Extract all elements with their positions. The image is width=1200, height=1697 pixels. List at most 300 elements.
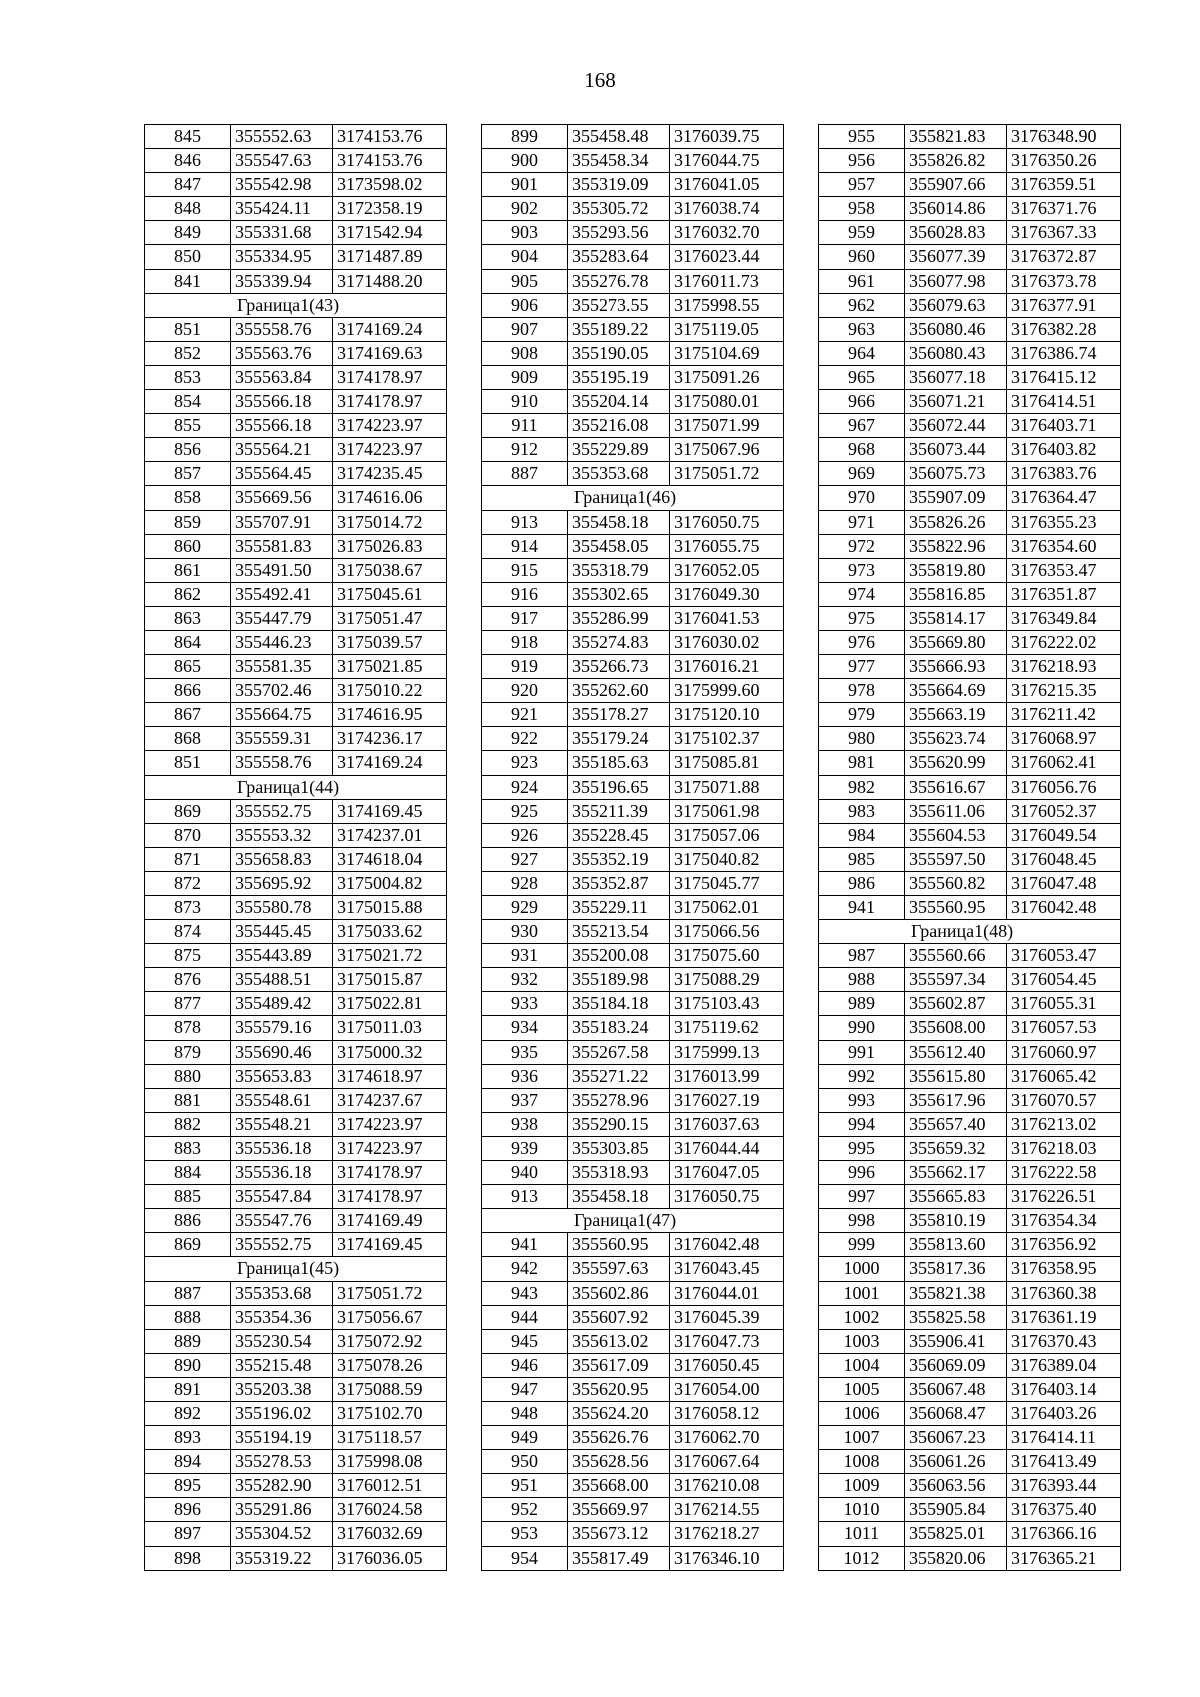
table-row <box>482 317 784 341</box>
point-number: 863 <box>145 606 231 630</box>
coordinates-table-2 <box>481 124 784 1571</box>
point-number: 864 <box>145 630 231 654</box>
table-row <box>819 655 1121 679</box>
coord-x: 355566.18 <box>231 414 333 438</box>
table-row <box>482 293 784 317</box>
table-row <box>482 1546 784 1570</box>
table-row <box>482 703 784 727</box>
point-number: 925 <box>482 799 568 823</box>
coord-y: 3176218.93 <box>1007 655 1121 679</box>
point-number: 980 <box>819 727 905 751</box>
coord-x: 355611.06 <box>905 799 1007 823</box>
point-number: 850 <box>145 245 231 269</box>
coord-x: 355620.95 <box>568 1377 670 1401</box>
coord-y: 3174223.97 <box>333 414 447 438</box>
point-number: 882 <box>145 1112 231 1136</box>
coord-x: 355552.75 <box>231 1233 333 1257</box>
coord-y: 3176062.70 <box>670 1426 784 1450</box>
point-number: 918 <box>482 630 568 654</box>
coord-x: 355547.63 <box>231 149 333 173</box>
table-row <box>819 1353 1121 1377</box>
table-row <box>482 510 784 534</box>
coord-x: 355816.85 <box>905 582 1007 606</box>
coord-y: 3176350.26 <box>1007 149 1121 173</box>
point-number: 846 <box>145 149 231 173</box>
coord-y: 3176041.53 <box>670 606 784 630</box>
coord-y: 3176346.10 <box>670 1546 784 1570</box>
coord-y: 3175118.57 <box>333 1426 447 1450</box>
point-number: 874 <box>145 920 231 944</box>
coord-y: 3176048.45 <box>1007 847 1121 871</box>
coord-x: 355617.96 <box>905 1088 1007 1112</box>
table-row <box>819 871 1121 895</box>
coord-y: 3176067.64 <box>670 1450 784 1474</box>
table-row <box>482 149 784 173</box>
table-row <box>482 847 784 871</box>
table-row <box>482 1426 784 1450</box>
table-row <box>482 245 784 269</box>
coord-y: 3176373.78 <box>1007 269 1121 293</box>
table-row <box>482 751 784 775</box>
coord-y: 3176049.54 <box>1007 823 1121 847</box>
point-number: 867 <box>145 703 231 727</box>
point-number: 989 <box>819 992 905 1016</box>
point-number: 952 <box>482 1498 568 1522</box>
coord-y: 3175010.22 <box>333 679 447 703</box>
coord-x: 355228.45 <box>568 823 670 847</box>
point-number: 870 <box>145 823 231 847</box>
coord-x: 355353.68 <box>231 1281 333 1305</box>
point-number: 961 <box>819 269 905 293</box>
coord-x: 355230.54 <box>231 1329 333 1353</box>
point-number: 892 <box>145 1401 231 1425</box>
point-number: 877 <box>145 992 231 1016</box>
coord-y: 3176365.21 <box>1007 1546 1121 1570</box>
point-number: 868 <box>145 727 231 751</box>
coord-y: 3174618.04 <box>333 847 447 871</box>
point-number: 887 <box>145 1281 231 1305</box>
table-row <box>145 1016 447 1040</box>
coord-x: 355560.82 <box>905 871 1007 895</box>
table-row <box>819 1088 1121 1112</box>
coord-y: 3175051.72 <box>333 1281 447 1305</box>
boundary-row <box>482 486 784 510</box>
coord-y: 3176386.74 <box>1007 341 1121 365</box>
point-number: 878 <box>145 1016 231 1040</box>
table-row <box>482 896 784 920</box>
point-number: 926 <box>482 823 568 847</box>
table-row <box>482 1161 784 1185</box>
coord-y: 3176023.44 <box>670 245 784 269</box>
point-number: 935 <box>482 1040 568 1064</box>
table-row <box>482 992 784 1016</box>
point-number: 965 <box>819 365 905 389</box>
table-row <box>482 1401 784 1425</box>
table-row <box>482 1281 784 1305</box>
coord-x: 356067.23 <box>905 1426 1007 1450</box>
coord-y: 3176036.05 <box>333 1546 447 1570</box>
table-row <box>819 896 1121 920</box>
point-number: 1006 <box>819 1401 905 1425</box>
point-number: 1009 <box>819 1474 905 1498</box>
point-number: 905 <box>482 269 568 293</box>
point-number: 964 <box>819 341 905 365</box>
coord-y: 3175045.77 <box>670 871 784 895</box>
point-number: 913 <box>482 1185 568 1209</box>
table-row <box>145 1329 447 1353</box>
coord-y: 3176049.30 <box>670 582 784 606</box>
table-row <box>145 606 447 630</box>
point-number: 910 <box>482 390 568 414</box>
table-row <box>482 655 784 679</box>
coord-x: 355559.31 <box>231 727 333 751</box>
coord-y: 3176042.48 <box>670 1233 784 1257</box>
coord-y: 3176060.97 <box>1007 1040 1121 1064</box>
point-number: 930 <box>482 920 568 944</box>
table-row <box>819 1161 1121 1185</box>
coord-y: 3174169.45 <box>333 1233 447 1257</box>
coord-y: 3175102.37 <box>670 727 784 751</box>
point-number: 857 <box>145 462 231 486</box>
coord-x: 355552.63 <box>231 125 333 149</box>
coord-y: 3174153.76 <box>333 149 447 173</box>
table-row <box>145 1426 447 1450</box>
table-row <box>819 1498 1121 1522</box>
point-number: 852 <box>145 341 231 365</box>
coord-y: 3176024.58 <box>333 1498 447 1522</box>
table-row <box>482 1136 784 1160</box>
coord-y: 3176364.47 <box>1007 486 1121 510</box>
boundary-row <box>145 1257 447 1281</box>
table-row <box>819 799 1121 823</box>
coord-y: 3174169.24 <box>333 751 447 775</box>
point-number: 979 <box>819 703 905 727</box>
point-number: 876 <box>145 968 231 992</box>
coord-y: 3176371.76 <box>1007 197 1121 221</box>
point-number: 873 <box>145 896 231 920</box>
point-number: 866 <box>145 679 231 703</box>
coord-y: 3176013.99 <box>670 1064 784 1088</box>
point-number: 956 <box>819 149 905 173</box>
coord-y: 3176215.35 <box>1007 679 1121 703</box>
coord-x: 355458.05 <box>568 534 670 558</box>
coord-y: 3176393.44 <box>1007 1474 1121 1498</box>
point-number: 983 <box>819 799 905 823</box>
table-row <box>145 1136 447 1160</box>
coord-y: 3176057.53 <box>1007 1016 1121 1040</box>
coord-x: 355334.95 <box>231 245 333 269</box>
table-row <box>482 582 784 606</box>
coord-y: 3175072.92 <box>333 1329 447 1353</box>
point-number: 978 <box>819 679 905 703</box>
coord-x: 355305.72 <box>568 197 670 221</box>
coord-y: 3175038.67 <box>333 558 447 582</box>
table-row <box>819 1377 1121 1401</box>
boundary-row <box>819 920 1121 944</box>
coord-y: 3176382.28 <box>1007 317 1121 341</box>
table-row <box>819 847 1121 871</box>
table-row <box>819 1546 1121 1570</box>
point-number: 937 <box>482 1088 568 1112</box>
point-number: 861 <box>145 558 231 582</box>
coord-x: 355817.49 <box>568 1546 670 1570</box>
table-row <box>482 1522 784 1546</box>
coord-y: 3176011.73 <box>670 269 784 293</box>
coordinates-tables <box>144 124 1120 1584</box>
coord-y: 3176047.48 <box>1007 871 1121 895</box>
table-row <box>482 775 784 799</box>
table-row <box>819 606 1121 630</box>
table-row <box>482 679 784 703</box>
coord-x: 355581.35 <box>231 655 333 679</box>
table-row <box>145 871 447 895</box>
coord-x: 355579.16 <box>231 1016 333 1040</box>
table-row <box>145 727 447 751</box>
coord-x: 355195.19 <box>568 365 670 389</box>
table-row <box>819 269 1121 293</box>
point-number: 969 <box>819 462 905 486</box>
coord-x: 355424.11 <box>231 197 333 221</box>
table-row <box>819 438 1121 462</box>
coord-y: 3176351.87 <box>1007 582 1121 606</box>
table-row <box>145 1209 447 1233</box>
coord-y: 3174616.06 <box>333 486 447 510</box>
table-row <box>145 1112 447 1136</box>
table-row <box>819 558 1121 582</box>
point-number: 919 <box>482 655 568 679</box>
table-row <box>819 221 1121 245</box>
coord-x: 355813.60 <box>905 1233 1007 1257</box>
coord-y: 3175080.01 <box>670 390 784 414</box>
point-number: 896 <box>145 1498 231 1522</box>
point-number: 888 <box>145 1305 231 1329</box>
coord-x: 355665.83 <box>905 1185 1007 1209</box>
coord-x: 355626.76 <box>568 1426 670 1450</box>
table-row <box>819 992 1121 1016</box>
table-row <box>819 245 1121 269</box>
coord-y: 3176047.73 <box>670 1329 784 1353</box>
boundary-label: Граница1(43) <box>145 293 447 317</box>
coord-y: 3176403.71 <box>1007 414 1121 438</box>
coord-x: 356028.83 <box>905 221 1007 245</box>
page-number: 168 <box>584 68 616 92</box>
table-row <box>145 1450 447 1474</box>
table-row <box>145 679 447 703</box>
table-row <box>145 1474 447 1498</box>
point-number: 847 <box>145 173 231 197</box>
coord-x: 355617.09 <box>568 1353 670 1377</box>
table-row <box>482 968 784 992</box>
point-number: 934 <box>482 1016 568 1040</box>
table-row <box>819 317 1121 341</box>
table-row <box>145 1353 447 1377</box>
point-number: 963 <box>819 317 905 341</box>
coord-x: 355669.97 <box>568 1498 670 1522</box>
coord-y: 3175091.26 <box>670 365 784 389</box>
coord-y: 3176053.47 <box>1007 944 1121 968</box>
coord-x: 355607.92 <box>568 1305 670 1329</box>
table-row <box>819 1281 1121 1305</box>
table-row <box>482 1040 784 1064</box>
point-number: 922 <box>482 727 568 751</box>
coord-x: 355488.51 <box>231 968 333 992</box>
coord-x: 355266.73 <box>568 655 670 679</box>
table-row <box>819 1401 1121 1425</box>
coord-y: 3176058.12 <box>670 1401 784 1425</box>
coord-x: 355616.67 <box>905 775 1007 799</box>
table-row <box>482 1377 784 1401</box>
point-number: 975 <box>819 606 905 630</box>
point-number: 909 <box>482 365 568 389</box>
boundary-label: Граница1(48) <box>819 920 1121 944</box>
coord-y: 3173598.02 <box>333 173 447 197</box>
point-number: 946 <box>482 1353 568 1377</box>
coord-x: 355707.91 <box>231 510 333 534</box>
coord-x: 355604.53 <box>905 823 1007 847</box>
point-number: 958 <box>819 197 905 221</box>
coord-x: 355179.24 <box>568 727 670 751</box>
coord-y: 3175033.62 <box>333 920 447 944</box>
table-row <box>819 823 1121 847</box>
table-row <box>145 582 447 606</box>
coord-x: 355319.09 <box>568 173 670 197</box>
coord-y: 3176389.04 <box>1007 1353 1121 1377</box>
table-row <box>145 1305 447 1329</box>
coord-y: 3175085.81 <box>670 751 784 775</box>
coord-x: 355564.45 <box>231 462 333 486</box>
point-number: 915 <box>482 558 568 582</box>
table-row <box>819 1233 1121 1257</box>
coord-y: 3174169.49 <box>333 1209 447 1233</box>
table-row <box>145 438 447 462</box>
coord-x: 355200.08 <box>568 944 670 968</box>
coord-x: 355581.83 <box>231 534 333 558</box>
coord-y: 3176039.75 <box>670 125 784 149</box>
table-row <box>819 1016 1121 1040</box>
table-row <box>482 558 784 582</box>
point-number: 995 <box>819 1136 905 1160</box>
table-row <box>819 486 1121 510</box>
coord-x: 355274.83 <box>568 630 670 654</box>
table-row <box>819 1450 1121 1474</box>
coord-x: 356068.47 <box>905 1401 1007 1425</box>
coord-y: 3174237.01 <box>333 823 447 847</box>
coord-x: 355184.18 <box>568 992 670 1016</box>
coord-y: 3176367.33 <box>1007 221 1121 245</box>
coord-y: 3176413.49 <box>1007 1450 1121 1474</box>
coord-x: 355653.83 <box>231 1064 333 1088</box>
point-number: 911 <box>482 414 568 438</box>
table-row <box>482 1329 784 1353</box>
point-number: 996 <box>819 1161 905 1185</box>
coord-y: 3176038.74 <box>670 197 784 221</box>
point-number: 992 <box>819 1064 905 1088</box>
coord-y: 3176043.45 <box>670 1257 784 1281</box>
coord-x: 355183.24 <box>568 1016 670 1040</box>
table-row <box>819 1112 1121 1136</box>
coord-x: 355536.18 <box>231 1136 333 1160</box>
table-row <box>819 341 1121 365</box>
point-number: 897 <box>145 1522 231 1546</box>
table-row <box>482 727 784 751</box>
table-row <box>819 390 1121 414</box>
point-number: 875 <box>145 944 231 968</box>
coord-y: 3175045.61 <box>333 582 447 606</box>
coord-y: 3174236.17 <box>333 727 447 751</box>
table-row <box>145 173 447 197</box>
table-row <box>482 944 784 968</box>
point-number: 976 <box>819 630 905 654</box>
table-row <box>482 462 784 486</box>
table-row <box>482 1064 784 1088</box>
table-row <box>819 149 1121 173</box>
point-number: 849 <box>145 221 231 245</box>
table-row <box>482 1474 784 1498</box>
table-row <box>482 173 784 197</box>
table-row <box>819 293 1121 317</box>
coord-y: 3175056.67 <box>333 1305 447 1329</box>
point-number: 883 <box>145 1136 231 1160</box>
point-number: 845 <box>145 125 231 149</box>
coord-x: 355907.66 <box>905 173 1007 197</box>
coord-y: 3176210.08 <box>670 1474 784 1498</box>
point-number: 948 <box>482 1401 568 1425</box>
coord-x: 356073.44 <box>905 438 1007 462</box>
coord-x: 355558.76 <box>231 317 333 341</box>
coord-x: 355445.45 <box>231 920 333 944</box>
coord-y: 3176372.87 <box>1007 245 1121 269</box>
coord-x: 355810.19 <box>905 1209 1007 1233</box>
coord-y: 3176062.41 <box>1007 751 1121 775</box>
coord-x: 355669.56 <box>231 486 333 510</box>
coord-y: 3175057.06 <box>670 823 784 847</box>
coord-y: 3176214.55 <box>670 1498 784 1522</box>
coord-x: 355331.68 <box>231 221 333 245</box>
point-number: 931 <box>482 944 568 968</box>
table-row <box>482 823 784 847</box>
point-number: 872 <box>145 871 231 895</box>
coord-x: 355458.34 <box>568 149 670 173</box>
coord-x: 355662.17 <box>905 1161 1007 1185</box>
coord-y: 3176044.75 <box>670 149 784 173</box>
coord-y: 3176358.95 <box>1007 1257 1121 1281</box>
point-number: 917 <box>482 606 568 630</box>
coord-y: 3176218.03 <box>1007 1136 1121 1160</box>
coord-x: 355825.58 <box>905 1305 1007 1329</box>
point-number: 929 <box>482 896 568 920</box>
point-number: 871 <box>145 847 231 871</box>
coord-y: 3175998.55 <box>670 293 784 317</box>
point-number: 898 <box>145 1546 231 1570</box>
table-row <box>145 1522 447 1546</box>
coord-x: 355658.83 <box>231 847 333 871</box>
point-number: 971 <box>819 510 905 534</box>
coord-x: 355203.38 <box>231 1377 333 1401</box>
coord-x: 355204.14 <box>568 390 670 414</box>
table-row <box>482 1233 784 1257</box>
table-row <box>482 221 784 245</box>
coord-x: 355215.48 <box>231 1353 333 1377</box>
table-row <box>145 896 447 920</box>
table-row <box>145 655 447 679</box>
coord-y: 3176377.91 <box>1007 293 1121 317</box>
coord-y: 3176016.21 <box>670 655 784 679</box>
table-row <box>819 775 1121 799</box>
coord-x: 355353.68 <box>568 462 670 486</box>
table-row <box>482 920 784 944</box>
point-number: 959 <box>819 221 905 245</box>
coord-x: 355196.02 <box>231 1401 333 1425</box>
